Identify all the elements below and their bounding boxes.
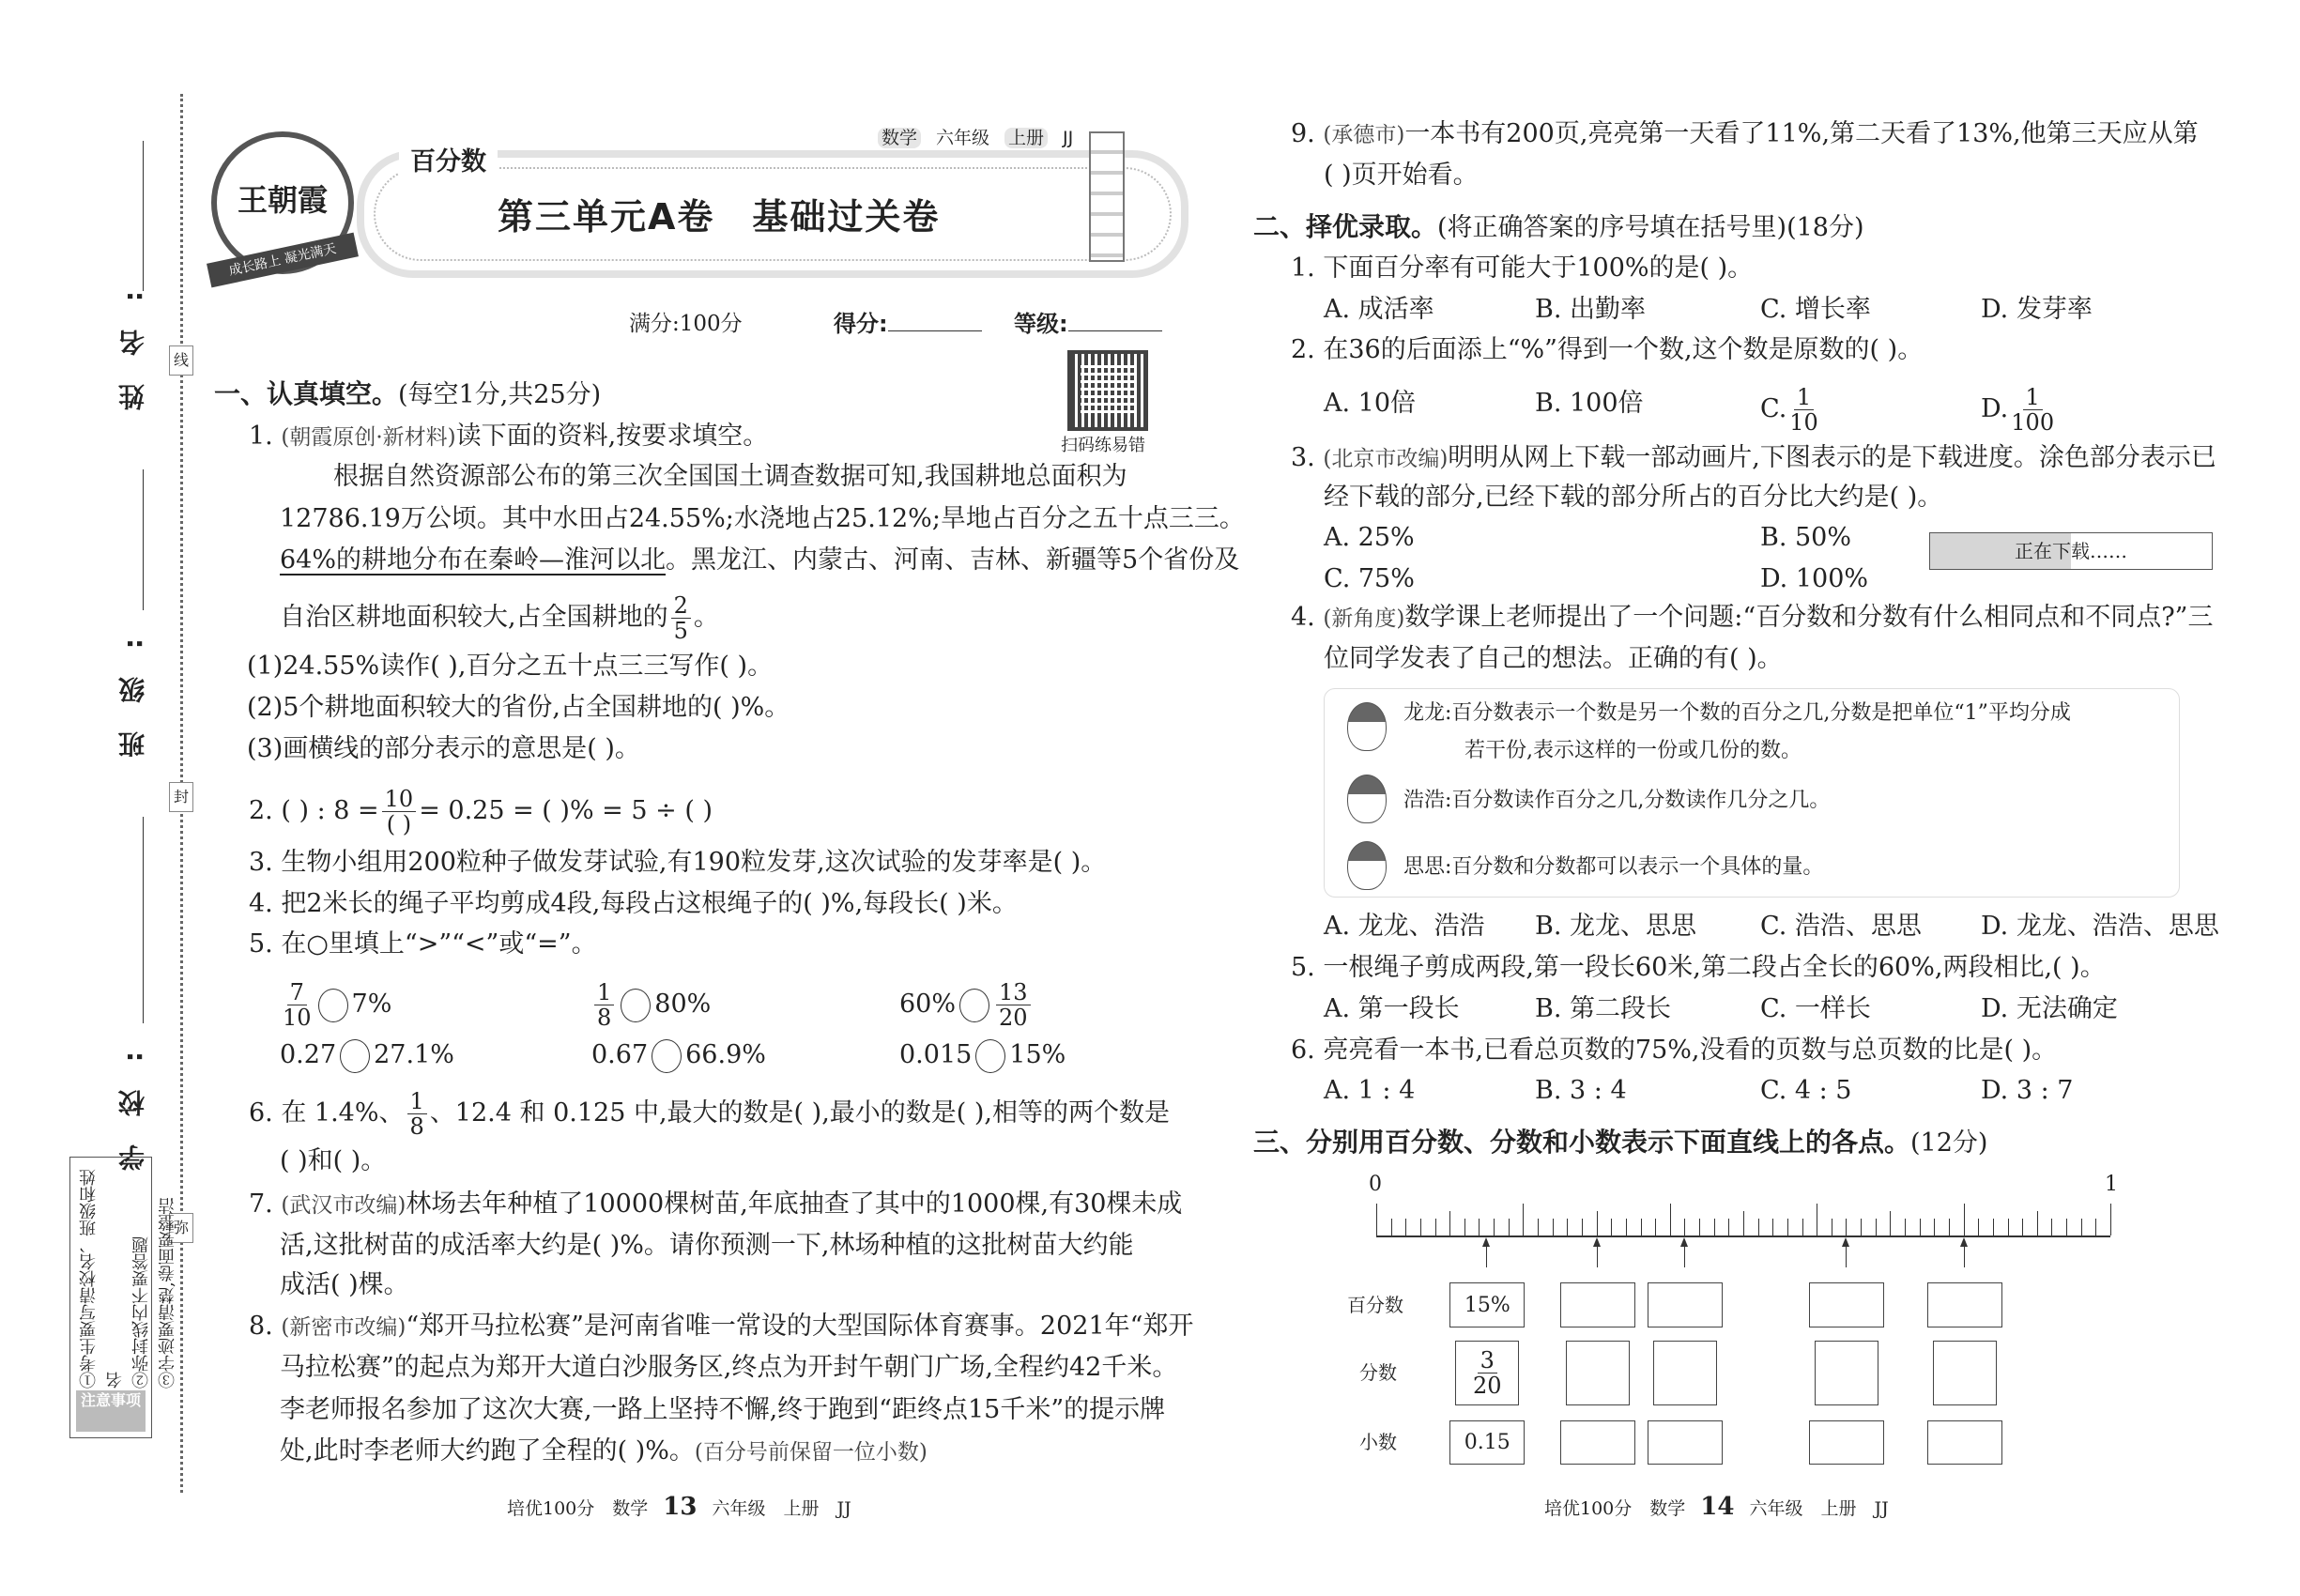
section-2-heading: 二、择优录取。(将正确答案的序号填在括号里)(18分)	[1253, 211, 1864, 242]
mc-question-2: 2. 在36的后面添上“%”得到一个数,这个数是原数的( )。	[1291, 335, 1924, 364]
fraction-answer-box[interactable]	[1933, 1341, 1997, 1405]
decimal-answer-box[interactable]	[1927, 1420, 2002, 1465]
notice-item: ②弥封线内不要答题	[131, 1236, 151, 1389]
decimal-answer-box[interactable]	[1809, 1420, 1884, 1465]
number-line-tick	[1993, 1219, 1994, 1235]
q1-paragraph: 12786.19万公顷。其中水田占24.55%;水浇地占25.12%;旱地占百分之五十点三三。	[280, 504, 1245, 533]
mc-question-3: 3. (北京市改编)明明从网上下载一部动画片,下图表示的是下载进度。涂色部分表示已	[1291, 443, 2216, 472]
point-arrow-icon	[1486, 1239, 1487, 1267]
number-line-tick	[1758, 1219, 1759, 1235]
number-line-tick	[1523, 1204, 1524, 1235]
question-6[interactable]: 6. 在 1.4%、 $\frac{1}{8}$ 、12.4 和 0.125 中,最大的数是( ),最小的数是( ),相等的两个数是	[249, 1088, 1171, 1140]
decimal-answer-box[interactable]	[1648, 1420, 1723, 1465]
row-label-decimal: 小数	[1359, 1431, 1397, 1453]
school-label: 学校:	[117, 1023, 148, 1172]
question-6-cont[interactable]: ( )和( )。	[280, 1146, 387, 1175]
question-8[interactable]: 8. (新密市改编)“郑开马拉松赛”是河南省唯一常设的大型国际体育赛事。2021年“郑开	[249, 1312, 1194, 1341]
number-line-tick	[2066, 1219, 2067, 1235]
number-line-tick	[1641, 1219, 1642, 1235]
fraction-answer-box: $\frac{3}{20}$	[1455, 1341, 1519, 1405]
number-line-tick	[2051, 1219, 2052, 1235]
mc-question-6: 6. 亮亮看一本书,已看总页数的75%,没看的页数与总页数的比是( )。	[1291, 1036, 2058, 1065]
option[interactable]: C. 增长率	[1760, 295, 1871, 324]
notice-box	[69, 1157, 177, 1438]
question-7-cont[interactable]: 成活( )棵。	[280, 1270, 409, 1299]
number-line-tick	[1949, 1219, 1950, 1235]
opinion-haohao: 浩浩:百分数读作百分之几,分数读作几分之几。	[1403, 789, 1831, 812]
grade-field[interactable]	[1014, 305, 1162, 343]
footer-right: 培优100分 数学 14 六年级 上册 JJ	[1544, 1493, 1889, 1521]
decimal-answer-box: 0.15	[1449, 1420, 1525, 1465]
mc-question-4: 4. (新角度)数学课上老师提出了一个问题:“百分数和分数有什么相同点和不同点?”三	[1291, 603, 2214, 632]
mc-question-1: 1. 下面百分率有可能大于100%的是( )。	[1291, 253, 1754, 283]
fraction: $\frac{2}{5}$	[671, 593, 691, 643]
number-line-tick	[1905, 1219, 1906, 1235]
score-field[interactable]	[834, 305, 982, 343]
number-line-tick	[1787, 1219, 1788, 1235]
fraction-answer-box[interactable]	[1815, 1341, 1878, 1405]
fraction-answer-box[interactable]	[1653, 1341, 1717, 1405]
q1-sub-2[interactable]: (2)5个耕地面积较大的省份,占全国耕地的( )%。	[247, 693, 790, 722]
question-2[interactable]: 2. ( ) : 8 = $\frac{10}{( )}$ = 0.25 = ( )% = 5 ÷ ( )	[249, 786, 713, 837]
volume: 上册	[1004, 128, 1048, 148]
number-line-tick	[1846, 1219, 1847, 1235]
row-label-percent: 百分数	[1347, 1294, 1403, 1316]
option[interactable]: C. 75%	[1324, 564, 1415, 593]
number-line-tick	[1553, 1219, 1554, 1235]
section-3-heading: 三、分别用百分数、分数和小数表示下面直线上的各点。(12分)	[1253, 1127, 1988, 1158]
numberline-end-label: 1	[2105, 1173, 2118, 1196]
number-line-tick	[1582, 1219, 1583, 1235]
mc-question-3-cont: 经下载的部分,已经下载的部分所占的百分比大约是( )。	[1324, 483, 1943, 512]
option[interactable]: D. 100%	[1760, 564, 1869, 593]
underlined-text: 64%的耕地分布在秦岭—淮河以北	[280, 545, 667, 575]
number-line-tick	[2110, 1204, 2111, 1235]
page-title: 第三单元A卷 基础过关卷	[498, 196, 941, 238]
fraction: $\frac{10}{( )}$	[382, 787, 417, 836]
compare-item[interactable]: 0.67 66.9%	[591, 1036, 766, 1074]
school-field[interactable]	[143, 817, 144, 1023]
point-arrow-icon	[1684, 1239, 1685, 1267]
compare-item[interactable]: 0.27 27.1%	[280, 1036, 454, 1074]
compare-circle	[975, 1039, 1005, 1073]
number-line-tick	[1670, 1204, 1671, 1235]
brand-logo	[211, 131, 354, 279]
number-line-tick	[1567, 1219, 1568, 1235]
number-line-tick	[1699, 1219, 1700, 1235]
q1-paragraph: 自治区耕地面积较大,占全国耕地的 $\frac{2}{5}$ 。	[280, 592, 719, 644]
number-line-tick	[1626, 1219, 1627, 1235]
score-label: 得分:	[834, 311, 888, 337]
number-line-tick	[1728, 1219, 1729, 1235]
question-8-cont[interactable]: 处,此时李老师大约跑了全程的( )%。(百分号前保留一位小数)	[280, 1436, 928, 1466]
question-9-cont[interactable]: ( )页开始看。	[1324, 161, 1479, 190]
edition: JJ	[1063, 128, 1074, 148]
section-1-heading: 一、认真填空。(每空1分,共25分)	[214, 378, 602, 409]
number-line-tick	[1597, 1211, 1598, 1235]
number-line-tick	[2095, 1219, 2096, 1235]
percent-answer-box[interactable]	[1648, 1282, 1723, 1327]
lighthouse-icon	[1089, 131, 1125, 262]
question-5: 5. 在○里填上“>”“<”或“=”。	[249, 929, 597, 959]
option[interactable]: A. 1 : 4	[1324, 1076, 1416, 1105]
girl-avatar-icon	[1347, 841, 1387, 890]
q1-sub-1[interactable]: (1)24.55%读作( ),百分之五十点三三写作( )。	[247, 652, 774, 681]
option[interactable]: D. 3 : 7	[1981, 1076, 2074, 1105]
compare-circle	[340, 1039, 370, 1073]
number-line-tick	[2037, 1211, 2038, 1235]
number-line-tick	[2022, 1219, 2023, 1235]
number-line-tick	[1509, 1219, 1510, 1235]
boy-avatar-icon	[1347, 775, 1387, 823]
number-line-tick	[1920, 1219, 1921, 1235]
decimal-answer-box[interactable]	[1560, 1420, 1635, 1465]
compare-circle	[959, 989, 989, 1022]
number-line-tick	[1655, 1219, 1656, 1235]
name-field[interactable]	[143, 141, 144, 291]
option[interactable]: D. 无法确定	[1981, 994, 2118, 1023]
number-line-tick	[1435, 1219, 1436, 1235]
number-line-tick	[1861, 1219, 1862, 1235]
number-line-tick	[2081, 1219, 2082, 1235]
option[interactable]: D. $\frac{1}{100}$	[1981, 384, 2055, 436]
number-line-tick	[1876, 1219, 1877, 1235]
topic-label: 百分数	[399, 141, 498, 177]
question-8-cont: 李老师报名参加了这次大赛,一路上坚持不懈,终于跑到“距终点15千米”的提示牌	[280, 1395, 1166, 1424]
number-line-tick	[1743, 1211, 1744, 1235]
percent-answer-box[interactable]	[1927, 1282, 2002, 1327]
option[interactable]: C. 浩浩、思思	[1760, 912, 1922, 941]
number-line-tick	[1405, 1219, 1406, 1235]
notice-items	[76, 1163, 181, 1389]
number-line-tick	[1391, 1219, 1392, 1235]
full-score: 满分:100分	[629, 312, 743, 336]
subject: 数学	[878, 128, 921, 148]
option[interactable]: A. 龙龙、浩浩	[1324, 912, 1485, 941]
mc-question-5: 5. 一根绳子剪成两段,第一段长60米,第二段占全长的60%,两段相比,( )。	[1291, 953, 2106, 982]
class-label: 班级:	[117, 610, 148, 759]
option[interactable]: D. 发芽率	[1981, 295, 2093, 324]
compare-item[interactable]: $\frac{7}{10}$ 7%	[283, 979, 392, 1031]
number-line-tick	[1714, 1219, 1715, 1235]
seal-mark-top: 线	[169, 345, 193, 376]
number-line-tick	[1449, 1211, 1450, 1235]
q1-paragraph: 64%的耕地分布在秦岭—淮河以北。黑龙江、内蒙古、河南、吉林、新疆等5个省份及	[280, 545, 1240, 575]
point-arrow-icon	[1964, 1239, 1965, 1267]
number-line-tick	[2008, 1219, 2009, 1235]
question-3[interactable]: 3. 生物小组用200粒种子做发芽试验,有190粒发芽,这次试验的发芽率是( )。	[249, 848, 1107, 877]
option[interactable]: D. 龙龙、浩浩、思思	[1981, 912, 2219, 941]
opinion-longlong-cont: 若干份,表示这样的一份或几份的数。	[1464, 739, 1802, 762]
number-line-tick	[1376, 1204, 1377, 1235]
number-line-tick	[1611, 1219, 1612, 1235]
option[interactable]: B. 出勤率	[1535, 295, 1647, 324]
percent-answer-box[interactable]	[1809, 1282, 1884, 1327]
seal-mark-middle: 封	[169, 782, 193, 812]
percent-answer-box[interactable]	[1560, 1282, 1635, 1327]
question-9[interactable]: 9. (承德市)一本书有200页,亮亮第一天看了11%,第二天看了13%,他第三天应从第	[1291, 119, 2199, 148]
option[interactable]: B. 第二段长	[1535, 994, 1672, 1023]
number-line-tick	[1964, 1204, 1965, 1235]
point-arrow-icon	[1846, 1239, 1847, 1267]
opinion-sisi: 思思:百分数和分数都可以表示一个具体的量。	[1403, 855, 1824, 879]
number-line-tick	[1464, 1219, 1465, 1235]
notice-item: ③字迹要清楚,卷面要整洁	[158, 1197, 177, 1389]
number-line-tick	[1772, 1219, 1773, 1235]
option[interactable]: A. 10倍	[1324, 389, 1417, 418]
option[interactable]: B. 100倍	[1535, 389, 1644, 418]
notice-title: 注意事项	[76, 1390, 146, 1432]
question-7-cont[interactable]: 活,这批树苗的成活率大约是( )%。请你预测一下,林场种植的这批树苗大约能	[280, 1231, 1134, 1260]
fraction-answer-box[interactable]	[1566, 1341, 1630, 1405]
boy-avatar-icon	[1347, 702, 1387, 751]
name-label: 姓名:	[117, 263, 148, 411]
option[interactable]: A. 成活率	[1324, 295, 1434, 324]
question-8-cont: 马拉松赛”的起点为郑开大道白沙服务区,终点为开封午朝门广场,全程约42千米。	[280, 1353, 1178, 1382]
brand-name: 王朝霞	[237, 182, 328, 218]
option[interactable]: C. $\frac{1}{10}$	[1760, 384, 1818, 436]
option[interactable]: A. 第一段长	[1324, 994, 1460, 1023]
compare-item[interactable]: 60% $\frac{13}{20}$	[899, 980, 1034, 1030]
download-progress-bar: 正在下载……	[1929, 532, 2213, 570]
class-field[interactable]	[143, 469, 144, 610]
number-line-tick	[1978, 1219, 1979, 1235]
number-line-tick	[1934, 1219, 1935, 1235]
grade-level-label: 等级:	[1014, 311, 1068, 337]
compare-circle	[621, 989, 651, 1022]
compare-circle	[318, 989, 348, 1022]
opinion-longlong: 龙龙:百分数表示一个数是另一个数的百分之几,分数是把单位“1”平均分成	[1403, 701, 2071, 725]
percent-answer-box: 15%	[1449, 1282, 1525, 1327]
qr-caption: 扫码练易错	[1061, 436, 1145, 455]
number-line-tick	[1420, 1219, 1421, 1235]
number-line-tick	[1890, 1211, 1891, 1235]
brand-slogan: 成长路上 凝光满天	[207, 233, 359, 288]
compare-item[interactable]: 0.015 15%	[899, 1036, 1066, 1074]
number-line-tick	[1802, 1219, 1803, 1235]
question-7[interactable]: 7. (武汉市改编)林场去年种植了10000棵树苗,年底抽查了其中的1000棵,有30棵未成	[249, 1189, 1183, 1219]
question-1: 1. (朝霞原创·新材料)读下面的资料,按要求填空。	[249, 422, 769, 451]
question-4[interactable]: 4. 把2米长的绳子平均剪成4段,每段占这根绳子的( )%,每段长( )米。	[249, 889, 1018, 918]
qr-code-icon[interactable]	[1067, 350, 1148, 431]
option[interactable]: C. 4 : 5	[1760, 1076, 1852, 1105]
option[interactable]: B. 50%	[1760, 523, 1852, 552]
compare-circle	[652, 1039, 682, 1073]
number-line-tick	[1538, 1219, 1539, 1235]
point-arrow-icon	[1597, 1239, 1598, 1267]
number-line-tick	[1479, 1219, 1480, 1235]
book-meta	[878, 124, 1088, 149]
option[interactable]: B. 龙龙、思思	[1535, 912, 1697, 941]
footer-left: 培优100分 数学 13 六年级 上册 JJ	[507, 1493, 851, 1521]
page-number: 14	[1700, 1493, 1735, 1521]
compare-item[interactable]: $\frac{1}{8}$ 80%	[591, 980, 711, 1030]
number-line-tick	[1494, 1219, 1495, 1235]
seal-mark-bottom: 弥	[169, 1213, 193, 1243]
number-line-tick	[1684, 1219, 1685, 1235]
mc-question-4-cont: 位同学发表了自己的想法。正确的有( )。	[1324, 644, 1783, 673]
numberline-start-label: 0	[1369, 1173, 1382, 1196]
grade: 六年级	[936, 128, 990, 148]
notice-item: ①考生要写清校名、班级和姓名	[79, 1169, 125, 1389]
row-label-fraction: 分数	[1359, 1361, 1397, 1384]
q1-sub-3[interactable]: (3)画横线的部分表示的意思是( )。	[247, 734, 640, 763]
option[interactable]: A. 25%	[1324, 523, 1415, 552]
option[interactable]: C. 一样长	[1760, 994, 1871, 1023]
option[interactable]: B. 3 : 4	[1535, 1076, 1627, 1105]
q1-paragraph: 根据自然资源部公布的第三次全国国土调查数据可知,我国耕地总面积为	[333, 462, 1127, 491]
page-number: 13	[663, 1493, 698, 1521]
